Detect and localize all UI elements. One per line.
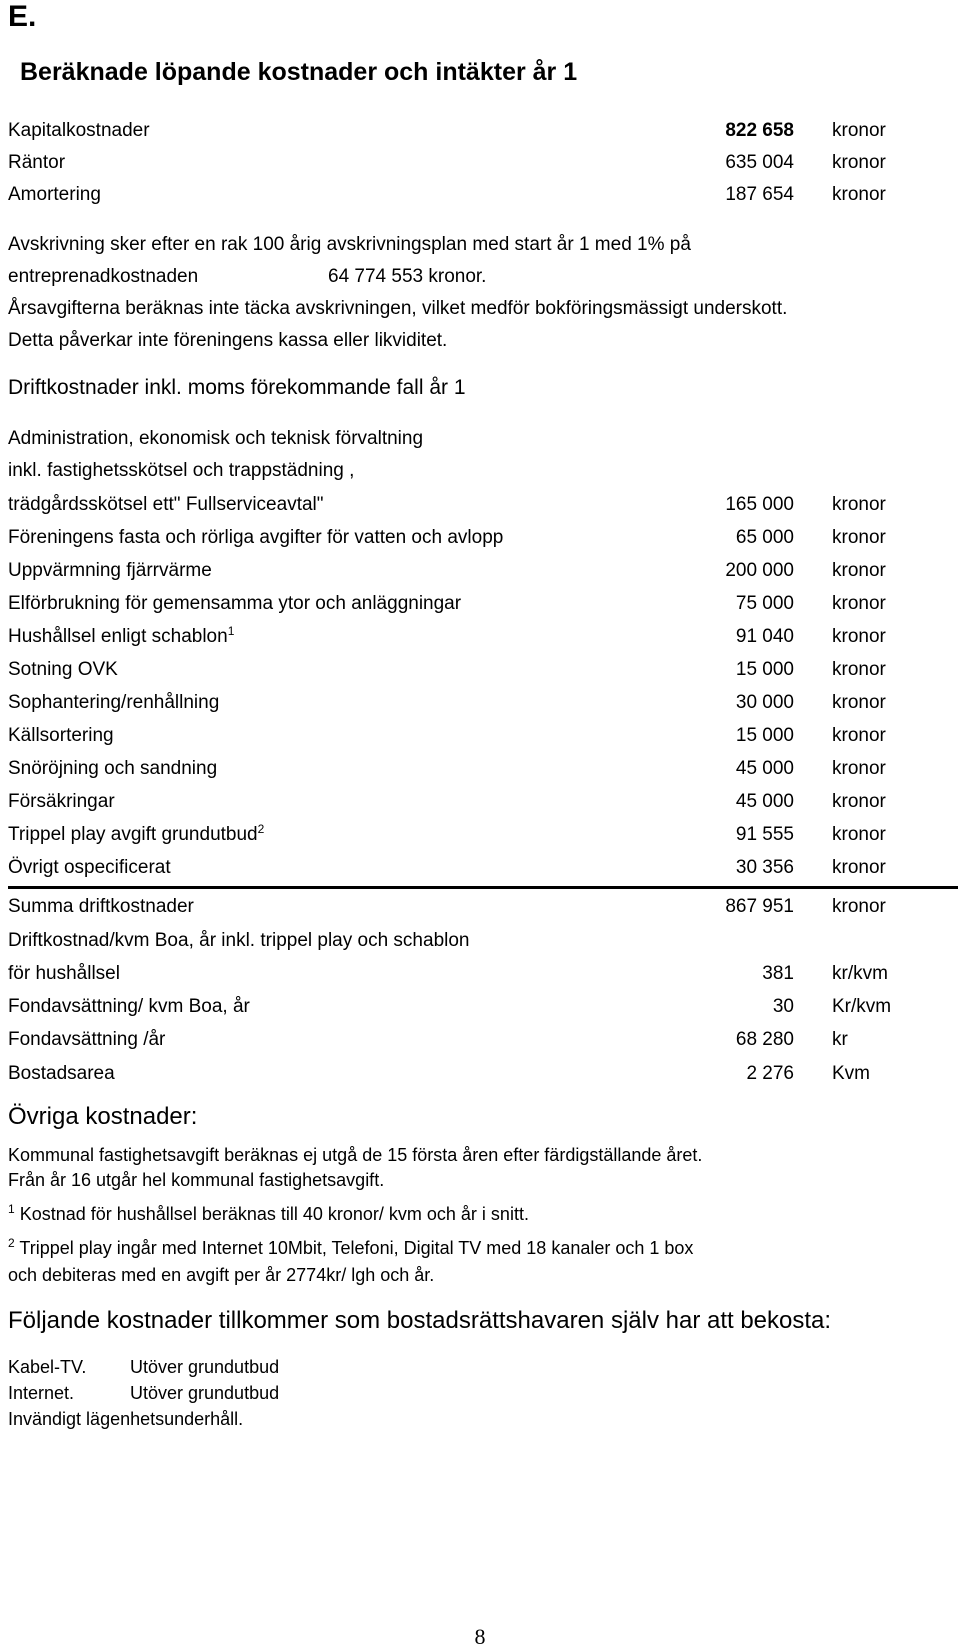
other-heading: Övriga kostnader: [8,1103,198,1130]
operating-row-value: 15 000 [735,725,794,746]
operating-row-unit: kronor [832,659,886,680]
operating-row-unit: kronor [832,494,886,515]
footnote-1 [8,1204,529,1225]
other-line-1: Kommunal fastighetsavgift beräknas ej utgå de 15 första åren efter färdigställande året. [8,1145,703,1165]
operating-row-value: 91 040 [735,626,794,647]
operating-row-label [8,527,503,549]
sum-divider [8,886,958,889]
footnote-2-mark: 2 [8,1236,15,1250]
operating-row-value: 165 000 [725,494,794,515]
area-unit: Kvm [832,1063,870,1084]
operating-row-value: 45 000 [735,791,794,812]
operating-row-label-text: Hushållsel enligt schablon [8,626,228,647]
sum-unit: kronor [832,896,886,917]
operating-row-label [8,626,234,648]
operating-row-value: 15 000 [735,659,794,680]
per-kvm-label: för hushållsel [8,963,120,984]
fund-year-unit: kr [832,1029,848,1050]
operating-row-value: 200 000 [725,560,794,581]
capital-value-0: 822 658 [725,120,794,141]
sum-label: Summa driftkostnader [8,896,194,917]
admin-line-2: inkl. fastighetsskötsel och trappstädning , [8,460,355,481]
per-kvm-value: 381 [762,963,794,984]
depreciation-line-2-label: entreprenadkostnaden [8,266,199,287]
fund-kvm-value: 30 [772,996,794,1017]
operating-row-label-text: Övrigt ospecificerat [8,857,171,878]
operating-row-unit: kronor [832,593,886,614]
operating-row-label [8,659,118,681]
operating-row-label [8,857,171,879]
fund-kvm-unit: Kr/kvm [832,996,892,1017]
operating-row-label [8,824,264,846]
operating-row-unit: kronor [832,560,886,581]
footnote-mark: 2 [257,822,265,836]
operating-row-label-text: Uppvärmning fjärrvärme [8,560,212,581]
operating-row-label [8,593,461,615]
operating-row-label-text: Källsortering [8,725,114,746]
operating-row-unit: kronor [832,527,886,548]
capital-unit-2: kronor [832,184,886,205]
operating-row-label [8,494,324,516]
fund-year-value: 68 280 [735,1029,794,1050]
tenant-label-0: Kabel-TV. [8,1357,87,1377]
page-title: Beräknade löpande kostnader och intäkter år 1 [20,58,578,86]
fund-kvm-label: Fondavsättning/ kvm Boa, år [8,996,250,1017]
depreciation-line-3: Årsavgifterna beräknas inte täcka avskrivningen, vilket medför bokföringsmässigt underskott. [8,298,788,319]
capital-value-2: 187 654 [725,184,794,205]
operating-row-label [8,692,219,714]
footnote-2 [8,1238,693,1259]
operating-row-value: 75 000 [735,593,794,614]
operating-row-value: 91 555 [735,824,794,845]
capital-label-1: Räntor [8,152,66,173]
admin-line-1: Administration, ekonomisk och teknisk förvaltning [8,428,424,449]
operating-row-label [8,560,212,582]
operating-row-value: 30 356 [735,857,794,878]
operating-row-label [8,791,115,813]
operating-heading: Driftkostnader inkl. moms förekommande fall år 1 [8,376,466,399]
operating-row-unit: kronor [832,824,886,845]
operating-row-value: 45 000 [735,758,794,779]
capital-label-2: Amortering [8,184,101,205]
operating-row-label-text: Försäkringar [8,791,115,812]
capital-unit-1: kronor [832,152,886,173]
area-value: 2 276 [746,1063,794,1084]
fund-year-label: Fondavsättning /år [8,1029,166,1050]
operating-row-label-text: Sotning OVK [8,659,118,680]
operating-row-label [8,725,114,747]
depreciation-line-4: Detta påverkar inte föreningens kassa eller likviditet. [8,330,448,351]
capital-unit-0: kronor [832,120,886,141]
operating-row-label-text: Elförbrukning för gemensamma ytor och anläggningar [8,593,462,614]
page-number: 8 [474,1624,486,1649]
operating-row-label-text: Sophantering/renhållning [8,692,220,713]
per-kvm-line-1: Driftkostnad/kvm Boa, år inkl. trippel play och schablon [8,930,470,951]
capital-label-0: Kapitalkostnader [8,120,150,141]
sum-value: 867 951 [725,896,794,917]
operating-row-label-text: Föreningens fasta och rörliga avgifter för vatten och avlopp [8,527,504,548]
operating-row-unit: kronor [832,626,886,647]
per-kvm-unit: kr/kvm [832,963,888,984]
operating-row-unit: kronor [832,857,886,878]
other-line-2: Från år 16 utgår hel kommunal fastighetsavgift. [8,1170,385,1190]
footnote-mark: 1 [227,624,235,638]
operating-row-unit: kronor [832,758,886,779]
tenant-value-0: Utöver grundutbud [130,1357,280,1377]
depreciation-line-2-value: 64 774 553 kronor. [328,266,487,287]
tenant-value-1: Utöver grundutbud [130,1383,280,1403]
footnote-1-text: Kostnad för hushållsel beräknas till 40 kronor/ kvm och år i snitt. [19,1204,529,1224]
tenant-label-1: Internet. [8,1383,75,1403]
footnote-1-mark: 1 [8,1202,15,1216]
footnote-2-line-2: och debiteras med en avgift per år 2774kr/ lgh och år. [8,1265,435,1285]
operating-row-unit: kronor [832,725,886,746]
depreciation-line-1: Avskrivning sker efter en rak 100 årig avskrivningsplan med start år 1 med 1% på [8,234,691,255]
operating-row-label-text: Snöröjning och sandning [8,758,218,779]
tenant-last: Invändigt lägenhetsunderhåll. [8,1409,244,1429]
operating-row-label-text: trädgårdsskötsel ett" Fullserviceavtal" [8,494,324,515]
operating-row-value: 30 000 [735,692,794,713]
operating-row-label-text: Trippel play avgift grundutbud [8,824,258,845]
operating-row-label [8,758,217,780]
operating-row-value: 65 000 [735,527,794,548]
operating-row-unit: kronor [832,791,886,812]
area-label: Bostadsarea [8,1063,115,1084]
operating-row-unit: kronor [832,692,886,713]
footnote-2-text: Trippel play ingår med Internet 10Mbit, Telefoni, Digital TV med 18 kanaler och 1 box [19,1238,694,1258]
tenant-heading: Följande kostnader tillkommer som bostadsrättshavaren själv har att bekosta: [8,1307,832,1334]
capital-value-1: 635 004 [725,152,794,173]
section-letter: E. [8,0,37,33]
